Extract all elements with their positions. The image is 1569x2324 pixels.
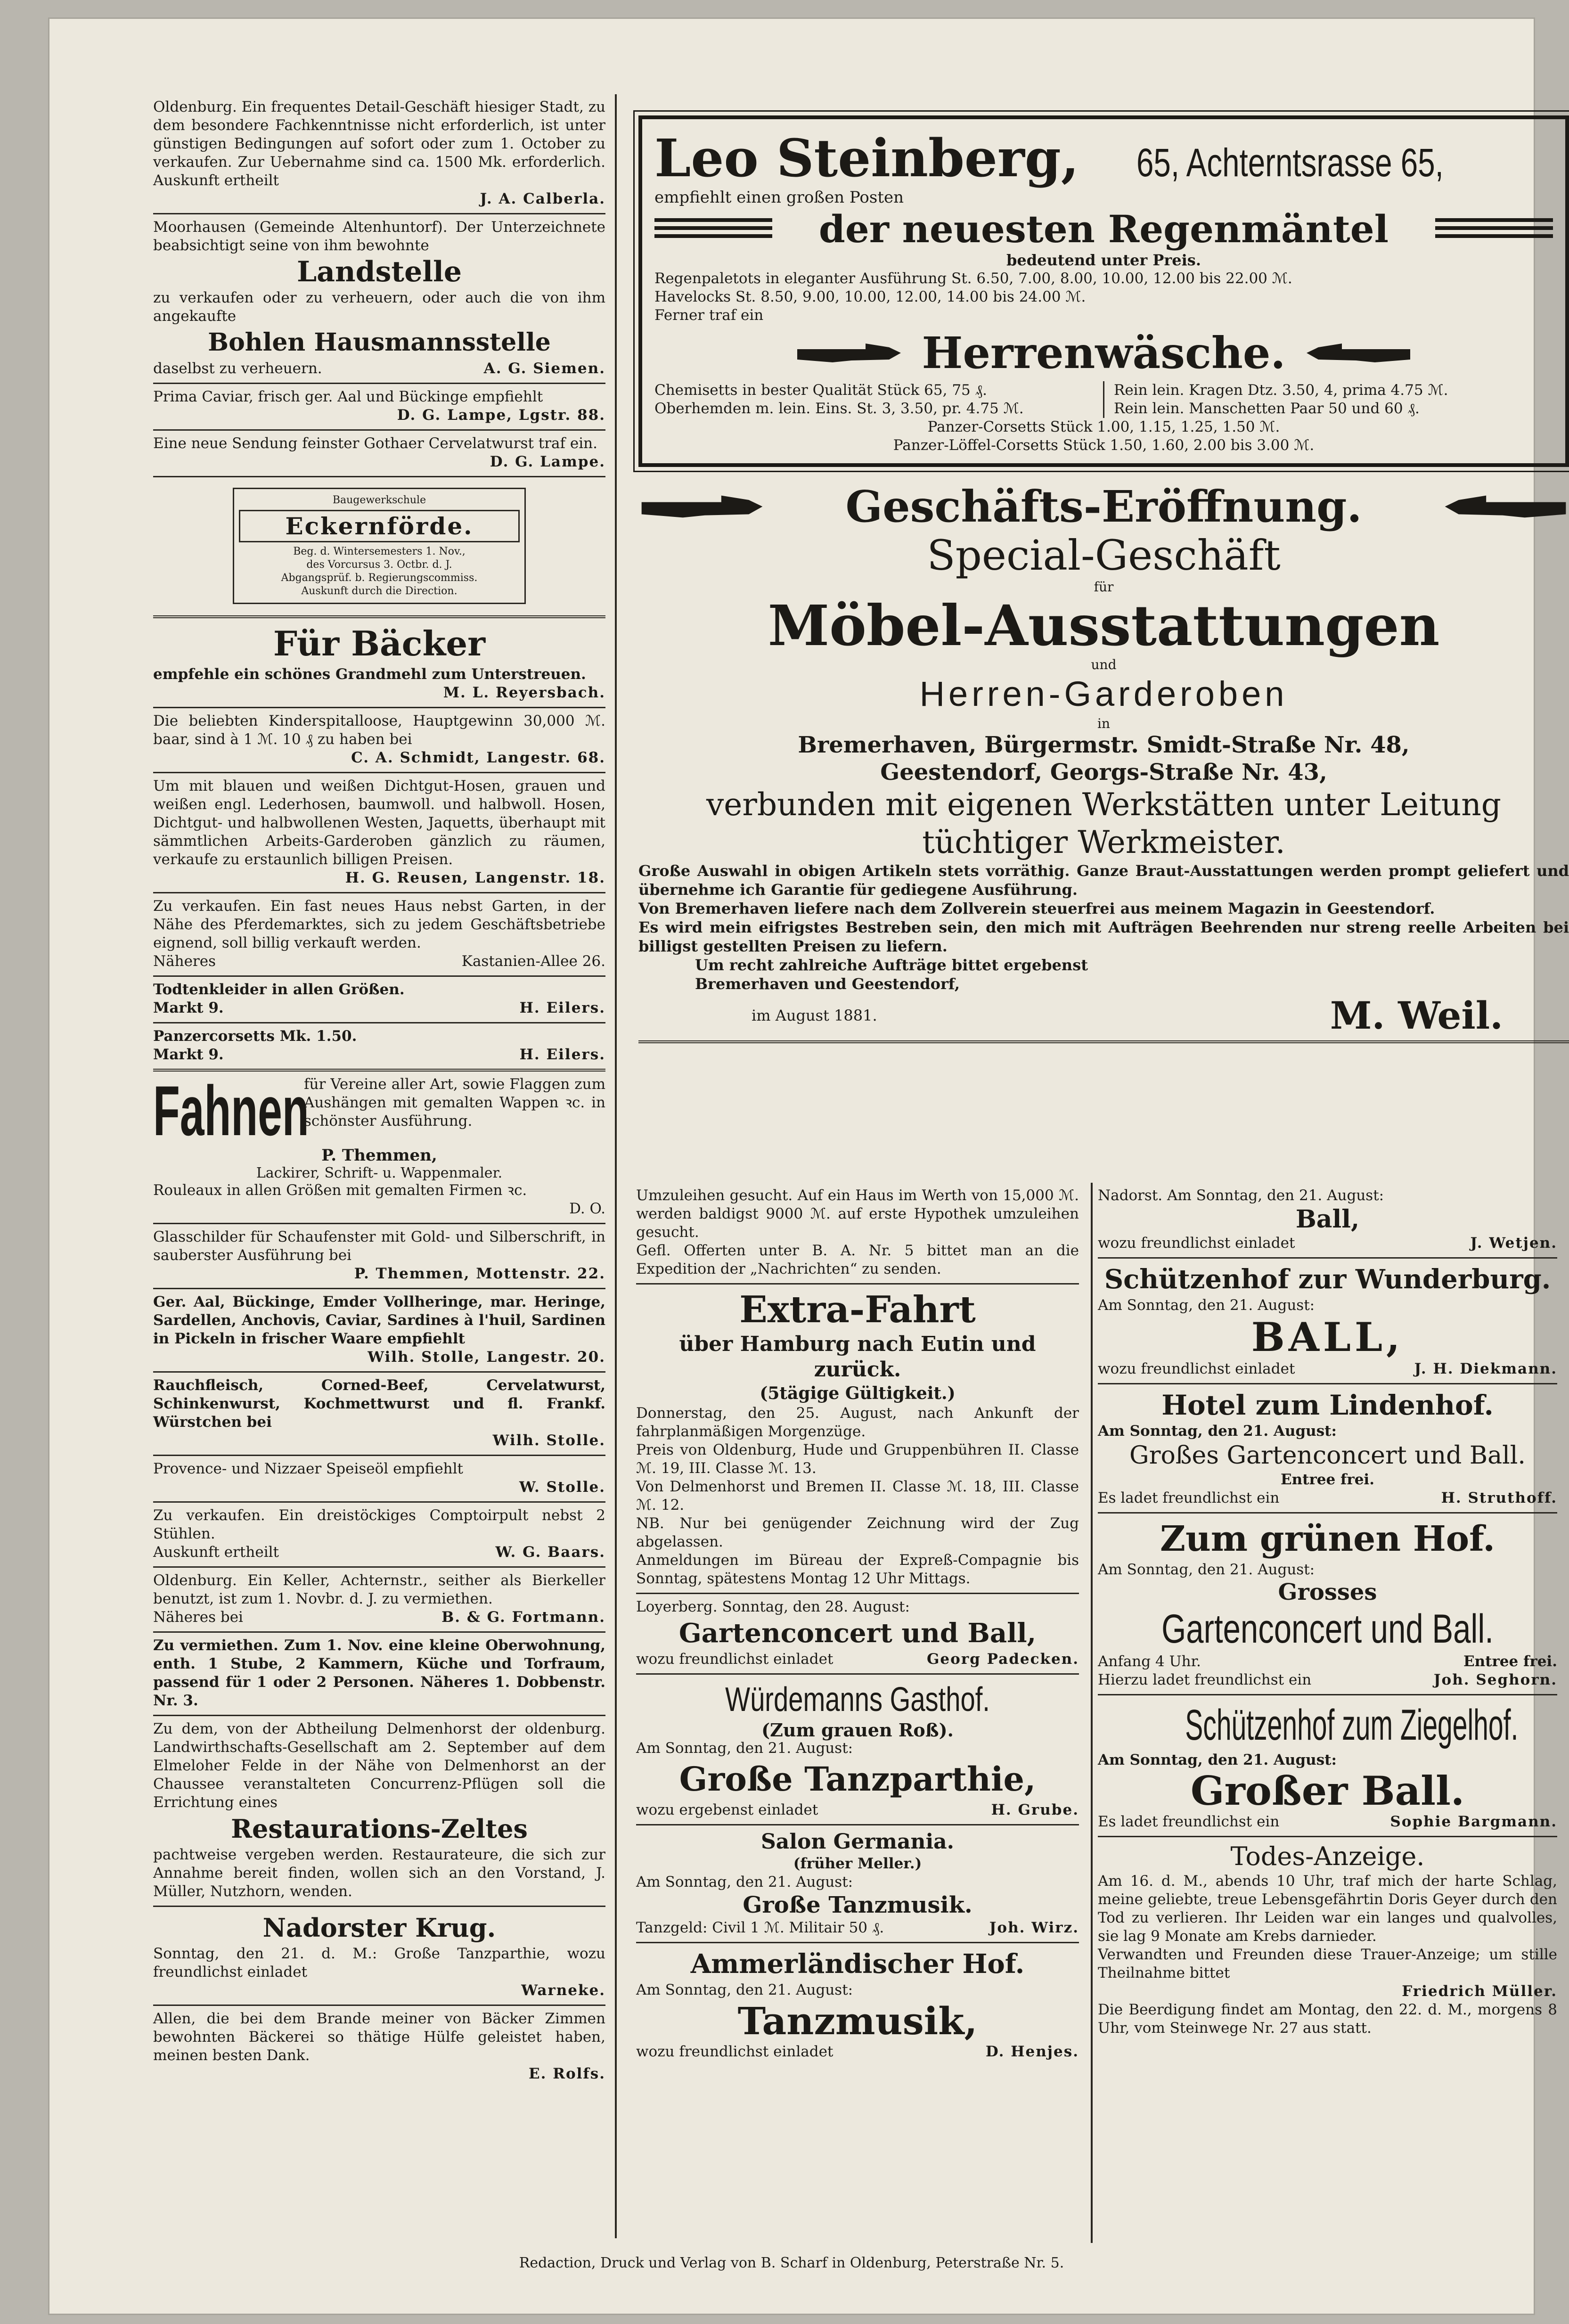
ad-text: pachtweise vergeben werden. Restaurateure, die sich zur Annahme bereit finden, wollen sich an den Vorstand, J. Müller, Nutzhorn, wenden. [153,1846,605,1900]
ad-text: Um recht zahlreiche Aufträge bittet ergebenst [695,956,1088,974]
ad-text: Loyerberg. Sonntag, den 28. August: [636,1598,910,1615]
column-rule [1091,1183,1093,2243]
ad-text: Um mit blauen und weißen Dichtgut-Hosen, grauen und weißen engl. Lederhosen, baumwoll. und halbwoll. Hosen, Dichtgut- und halbwollenen Westen, Jaquetts, überhaupt mit sämmtlichen Arbeits-Garderoben gänzlich zu räumen, verkaufe zu erstaunlich billigen Preisen. [153,777,605,868]
ad-text: zu verkaufen oder zu verheuern, oder auch die von ihm angekaufte [153,289,605,325]
ad-text: wozu freundlichst einladet [1098,1235,1295,1252]
ad-heading: verbunden mit eigenen Werkstätten unter Leitung tüchtiger Werkmeister. [706,786,1501,860]
ad-comptoirpult [153,1503,605,1568]
ad-text: Am Sonntag, den 21. August: [1098,1423,1337,1440]
ad-signature: J. A. Calberla. [480,190,605,207]
ad-text: Zu verkaufen. Ein fast neues Haus nebst Garten, in der Nähe des Pferdemarktes, sich zu jedem Geschäftsbetriebe eignend, soll billig verkauft werden. [153,898,605,951]
school-line: des Vorcursus 3. Octbr. d. J. [306,559,452,571]
ad-baugewerkschule [153,477,605,618]
ad-text: Tanzgeld: Civil 1 ℳ. Militair 50 ₰. [636,1919,884,1936]
ad-signature: Wilh. Stolle. [492,1432,605,1449]
ad-text: Anmeldungen im Büreau der Expreß-Compagnie bis Sonntag, spätestens Montag 12 Uhr Mittags. [636,1552,1079,1587]
pointing-hand-left-icon [1442,490,1569,523]
ad-signature: P. Themmen, Mottenstr. 22. [354,1265,605,1282]
ad-heading: Großer Ball. [1190,1768,1465,1814]
ad-text: wozu freundlichst einladet [636,1651,834,1668]
ad-text: Oldenburg. Ein Keller, Achternstr., seither als Bierkeller benutzt, ist zum 1. Novbr. d. J. zu vermiethen. [153,1572,605,1607]
ad-text: wozu ergebenst einladet [636,1801,818,1818]
ad-heading: Schützenhof zur Wunderburg. [1104,1264,1551,1295]
ad-signature: H. Eilers. [519,999,605,1016]
ad-text: Moorhausen (Gemeinde Altenhuntorf). Der Unterzeichnete beabsichtigt seine von ihm bewohnte [153,219,605,254]
ad-text: daselbst zu verheuern. [153,360,322,377]
ad-text: Regenpaletots in eleganter Ausführung St. 6.50, 7.00, 8.00, 10.00, 12.00 bis 22.00 ℳ. [654,270,1292,287]
ad-text: Bremerhaven, Bürgermstr. Smidt-Straße Nr. 48, [798,732,1410,758]
ad-text: Eine neue Sendung feinster Gothaer Cervelatwurst traf ein. [153,435,597,452]
ad-signature: W. G. Baars. [495,1544,605,1561]
ad-signature: M. L. Reyersbach. [443,684,605,701]
ad-heading: Salon Germania. [760,1830,954,1854]
ad-heading: Würdemanns Gasthof. [725,1681,990,1718]
ad-schuetzenhof-ziegelhof [1098,1695,1557,1837]
left-column [153,94,605,2088]
school-line: Abgangsprüf. b. Regierungscommiss. [281,572,478,584]
ad-text: Am Sonntag, den 21. August: [636,1740,853,1757]
ad-heading: Herren-Garderoben [919,674,1288,713]
ad-kinderspitalloose [153,708,605,773]
ad-restaurations-zelt [153,1716,605,1907]
ad-signature: D. G. Lampe, Lgstr. 88. [397,407,605,424]
ad-signature: Sophie Bargmann. [1390,1813,1557,1830]
ad-text: (früher Meller.) [793,1855,922,1872]
ad-extra-fahrt [636,1285,1079,1594]
ad-signature: D. O. [569,1200,605,1217]
ad-heading: Geschäfts-Eröffnung. [845,481,1362,532]
ad-fuer-baecker [153,618,605,708]
ad-text: empfehle ein schönes Grandmehl zum Unterstreuen. [153,666,586,683]
price-columns [654,381,1553,418]
ad-text: Chemisetts in bester Qualität Stück 65, 75 ₰. [654,382,987,399]
ad-heading: Gartenconcert und Ball, [678,1618,1037,1649]
ad-wuerdemanns-gasthof [636,1675,1079,1825]
newspaper-page [49,19,1569,2314]
ad-heading: Schützenhof zum Ziegelhof. [1185,1701,1519,1749]
ad-text: Gefl. Offerten unter B. A. Nr. 5 bittet man an die Expedition der „Nachrichten“ zu senden. [636,1242,1079,1277]
ad-nadorster-krug [153,1907,605,2006]
ad-text: bedeutend unter Preis. [1006,251,1201,269]
ad-loyerberg [636,1594,1079,1675]
ad-heading: Große Tanzparthie, [679,1759,1036,1799]
ad-text: Donnerstag, den 25. August, nach Ankunft der fahrplanmäßigen Morgenzüge. [636,1405,1079,1440]
ad-ammerlaendischer-hof [636,1943,1079,2066]
ad-text: über Hamburg nach Eutin und zurück. [679,1332,1036,1382]
ad-text: Bremerhaven und Geestendorf, [695,975,960,993]
ad-text: Lackirer, Schrift- u. Wappenmaler. [256,1165,503,1181]
ad-text: (Zum grauen Roß). [761,1719,954,1741]
pointing-hand-right-icon [795,339,903,367]
ad-text: Rein lein. Kragen Dtz. 3.50, 4, prima 4.75 ℳ. [1114,382,1448,399]
ornament-bars [1435,218,1553,240]
ad-text: Allen, die bei dem Brande meiner von Bäcker Zimmen bewohnten Bäckerei so thätige Hülfe geleistet haben, meinen besten Dank. [153,2010,605,2064]
ad-glasschilder [153,1224,605,1289]
ad-landstelle [153,214,605,384]
ad-speiseoel [153,1456,605,1503]
ad-text: Die beliebten Kinderspitalloose, Hauptgewinn 30,000 ℳ. baar, sind à 1 ℳ. 10 ₰ zu haben bei [153,712,605,748]
ad-text: und [1091,657,1117,672]
ad-signature: Joh. Wirz. [989,1919,1079,1936]
ad-text: Geestendorf, Georgs-Straße Nr. 43, [880,759,1327,786]
ad-text: empfiehlt einen großen Posten [654,188,904,207]
ad-heading: Tanzmusik, [737,1999,978,2043]
ad-text: NB. Nur bei genügender Zeichnung wird der Zug abgelassen. [636,1515,1079,1550]
ad-heading: Special-Geschäft [927,531,1281,580]
school-line: Beg. d. Wintersemesters 1. Nov., [293,546,466,557]
ad-text: Panzercorsetts Mk. 1.50. [153,1028,357,1045]
ad-caviar [153,384,605,431]
ad-signature: Joh. Seghorn. [1433,1671,1557,1688]
ad-schuetzenhof-wunderburg [1098,1259,1557,1384]
ad-heading: Extra-Fahrt [739,1288,976,1331]
ad-text: Markt 9. [153,999,224,1016]
school-line: Auskunft durch die Direction. [301,585,458,597]
ad-text: Zu vermiethen. Zum 1. Nov. eine kleine Oberwohnung, enth. 1 Stube, 2 Kammern, Küche und Torfraum, passend für 1 oder 2 Personen. Näheres 1. Dobbenstr. Nr. 3. [153,1637,605,1709]
ad-text: für Vereine aller Art, sowie Flaggen zum Aushängen mit gemalten Wappen ꝛc. in schönster Ausführung. [304,1076,605,1129]
ad-signature: Georg Padecken. [926,1651,1079,1668]
ad-signature: A. G. Siemen. [483,360,605,377]
ad-heading: Landstelle [296,255,462,288]
ad-text: Ger. Aal, Bückinge, Emder Vollheringe, mar. Heringe, Sardellen, Anchovis, Caviar, Sardines à l'huil, Sardinen in Pickeln in frischer Waare empfiehlt [153,1293,605,1347]
ad-text: Zu dem, von der Abtheilung Delmenhorst der oldenburg. Landwirthschafts-Gesellschaft am 2. September auf dem Elmeloher Felde in der Nähe von Delmenhorst an der Chaussee veranstalteten Concurrenz-Pflügen soll die Errichtung eines [153,1720,605,1811]
ad-text: Rauchfleisch, Corned-Beef, Cervelatwurst, Schinkenwurst, Kochmettwurst und fl. Frankf. Würstchen bei [153,1377,605,1431]
ad-fahnen [153,1072,605,1224]
ad-signature: W. Stolle. [519,1479,605,1496]
ad-text: Am Sonntag, den 21. August: [1098,1297,1315,1314]
ad-text: Umzuleihen gesucht. Auf ein Haus im Werth von 15,000 ℳ. werden baldigst 9000 ℳ. auf erste Hypothek umzuleihen gesucht. [636,1187,1079,1241]
school-label: Baugewerkschule [332,494,426,506]
ad-heading: Zum grünen Hof. [1160,1519,1495,1559]
ad-heading: Herrenwäsche. [922,327,1286,378]
ad-hotel-lindenhof [1098,1384,1557,1514]
ad-text: Am Sonntag, den 21. August: [1098,1751,1337,1768]
ad-text: Von Bremerhaven liefere nach dem Zollverein steuerfrei aus meinem Magazin in Geestendorf. [638,900,1435,917]
ad-text: wozu freundlichst einladet [636,2043,834,2060]
ad-text: Von Delmenhorst und Bremen II. Classe ℳ. 18, III. Classe ℳ. 12. [636,1478,1079,1514]
school-name: Eckernförde. [239,510,519,542]
right-column [1098,1183,1557,2042]
ad-text: Am 16. d. M., abends 10 Uhr, traf mich der harte Schlag, meine geliebte, treue Lebensgefährtin Doris Geyer durch den Tod zu verlieren. Ihr Leiden war ein langes und qualvolles, sie lag 9 Monate am Krebs darnieder. [1098,1873,1557,1945]
ad-heading: Bohlen Hausmannsstelle [208,328,551,357]
ad-signature: E. Rolfs. [528,2065,605,2082]
ad-text: Die Beerdigung findet am Montag, den 22. d. M., morgens 8 Uhr, vom Steinwege Nr. 27 aus statt. [1098,2001,1557,2037]
ad-text: Todtenkleider in allen Größen. [153,981,405,998]
ad-oberwohnung [153,1633,605,1716]
ad-heading: Nadorster Krug. [262,1913,496,1943]
ad-signature: Warneke. [521,1982,605,1999]
ad-heading: Restaurations-Zeltes [231,1814,528,1844]
ad-text: Auskunft ertheilt [153,1544,279,1561]
ad-signature: H. Eilers. [519,1046,605,1063]
ad-zum-gruenen-hof [1098,1514,1557,1695]
ad-todtenkleider [153,977,605,1023]
ad-signature: H. Grube. [991,1801,1079,1818]
ad-heading: Große Tanzmusik. [743,1892,972,1918]
ornament-bars [654,218,772,240]
ad-signature: M. Weil. [1330,993,1503,1038]
ad-text: Entree frei. [1280,1471,1375,1488]
pointing-hand-left-icon [1304,339,1413,367]
ad-text: Glasschilder für Schaufenster mit Gold- und Silberschrift, in sauberster Ausführung bei [153,1228,605,1264]
ad-heading: der neuesten Regenmäntel [818,207,1389,251]
ad-heading: Ammerländischer Hof. [690,1948,1025,1980]
ad-cervelatwurst [153,431,605,477]
ad-haus-verkaufen [153,893,605,977]
imprint: Redaction, Druck und Verlag von B. Scharf in Oldenburg, Peterstraße Nr. 5. [519,2255,1064,2271]
ad-signature: H. G. Reusen, Langenstr. 18. [345,869,605,886]
ad-text: wozu freundlichst einladet [1098,1360,1295,1377]
ad-signature: P. Themmen, [321,1146,437,1165]
ad-text: Es ladet freundlichst ein [1098,1813,1280,1830]
ad-text: Am Sonntag, den 21. August: [636,1874,853,1890]
ad-text: Große Auswahl in obigen Artikeln stets vorräthig. Ganze Braut-Ausstattungen werden prompt geliefert und übernehme ich Garantie für gediegene Ausführung. [638,862,1569,899]
ad-leo-steinberg [638,115,1569,467]
ad-text: Es wird mein eifrigstes Bestreben sein, den mich mit Aufträgen Beehrenden nur streng reelle Arbeiten bei billigst gestellten Preisen zu liefern. [638,918,1569,955]
school-box [233,488,525,604]
ad-umzuleihen [636,1183,1079,1285]
ad-m-weil [638,481,1569,1038]
ad-text: Oberhemden m. lein. Eins. St. 3, 3.50, pr. 4.75 ℳ. [654,400,1024,417]
ad-text: Anfang 4 Uhr. [1098,1653,1201,1670]
ad-signature: D. Henjes. [985,2043,1079,2060]
steinberg-address: 65, Achterntsrasse 65, [1136,140,1444,185]
ad-signature: C. A. Schmidt, Langestr. 68. [351,749,605,766]
ad-text: Am Sonntag, den 21. August: [1098,1561,1315,1578]
ad-salon-germania [636,1825,1079,1943]
ad-heading: Fahnen [153,1071,309,1150]
ad-text: Nadorst. Am Sonntag, den 21. August: [1098,1187,1384,1204]
ad-detail-geschaeft [153,94,605,214]
ad-signature: B. & G. Fortmann. [441,1609,605,1626]
ad-text: Markt 9. [153,1046,224,1063]
ad-text: Hierzu ladet freundlichst ein [1098,1671,1312,1688]
ad-text: Preis von Oldenburg, Hude und Gruppenbühren II. Classe ℳ. 19, III. Classe ℳ. 13. [636,1441,1079,1477]
ad-signature: J. Wetjen. [1470,1235,1557,1252]
ad-signature: Wilh. Stolle, Langestr. 20. [368,1349,605,1366]
ad-heading: Todes-Anzeige. [1230,1841,1425,1871]
ad-text: Oldenburg. Ein frequentes Detail-Geschäft hiesiger Stadt, zu dem besondere Fachkenntnisse nicht erforderlich, ist unter günstigen Bedingungen auf sofort oder zum 1. October zu verkaufen. Zur Uebernahme sind ca. 1500 Mk. erforderlich. Auskunft ertheilt [153,98,605,189]
ad-signature: D. G. Lampe. [490,453,605,470]
ad-text: Zu verkaufen. Ein dreistöckiges Comptoirpult nebst 2 Stühlen. [153,1507,605,1542]
ad-signature: Friedrich Müller. [1402,1983,1557,2000]
ad-text: Rouleaux in allen Größen mit gemalten Firmen ꝛc. [153,1182,527,1199]
ad-heading: Für Bäcker [273,623,486,663]
ad-text: in [1097,716,1110,731]
middle-column [636,1183,1079,2066]
ad-text: Grosses [1278,1579,1377,1605]
ad-text: Verwandten und Freunden diese Trauer-Anzeige; um stille Theilnahme bittet [1098,1946,1557,1981]
ad-text: Entree frei. [1463,1653,1557,1670]
ad-text: Ferner traf ein [654,307,764,324]
ad-text: Näheres bei [153,1609,243,1626]
steinberg-name: Leo Steinberg, [654,128,1079,188]
ad-text: Sonntag, den 21. d. M.: Große Tanzparthie, wozu freundlichst einladet [153,1945,605,1980]
ad-heading: Hotel zum Lindenhof. [1161,1389,1494,1421]
ad-text: Näheres [153,953,216,970]
ad-text: im August 1881. [752,1007,877,1024]
ad-nadorst-ball [1098,1183,1557,1259]
ad-text: Rein lein. Manschetten Paar 50 und 60 ₰. [1114,400,1420,417]
ad-rauchfleisch [153,1373,605,1456]
ad-hosen [153,773,605,893]
top-right-block [638,115,1569,1043]
ad-dank [153,2006,605,2088]
ad-text: Panzer-Corsetts Stück 1.00, 1.15, 1.25, 1.50 ℳ. [927,418,1280,435]
ad-text: (5tägige Gültigkeit.) [760,1383,956,1403]
ad-panzercorsetts [153,1023,605,1072]
ad-heading: Großes Gartenconcert und Ball. [1129,1441,1526,1470]
ad-bierkeller [153,1568,605,1633]
ad-text: Havelocks St. 8.50, 9.00, 10.00, 12.00, 14.00 bis 24.00 ℳ. [654,288,1086,305]
ad-heading: BALL, [1251,1314,1404,1360]
ad-text: Es ladet freundlichst ein [1098,1489,1280,1506]
ad-text: Am Sonntag, den 21. August: [636,1981,853,1998]
ad-aal-heringe [153,1289,605,1373]
ad-heading: Gartenconcert und Ball. [1161,1606,1494,1652]
ad-text: Provence- und Nizzaer Speiseöl empfiehlt [153,1460,464,1477]
pointing-hand-right-icon [638,490,766,523]
ad-signature: J. H. Diekmann. [1414,1360,1557,1377]
ad-heading: Möbel-Ausstattungen [768,593,1440,658]
ad-todes-anzeige [1098,1837,1557,2042]
ad-text: Panzer-Löffel-Corsetts Stück 1.50, 1.60, 2.00 bis 3.00 ℳ. [893,437,1315,454]
column-rule [615,94,617,2238]
ad-signature: H. Struthoff. [1441,1489,1557,1506]
ad-heading: Ball, [1295,1205,1360,1234]
ad-text: Prima Caviar, frisch ger. Aal und Bückinge empfiehlt [153,388,543,405]
ad-text: für [1094,579,1114,595]
ad-signature: Kastanien-Allee 26. [461,953,605,970]
